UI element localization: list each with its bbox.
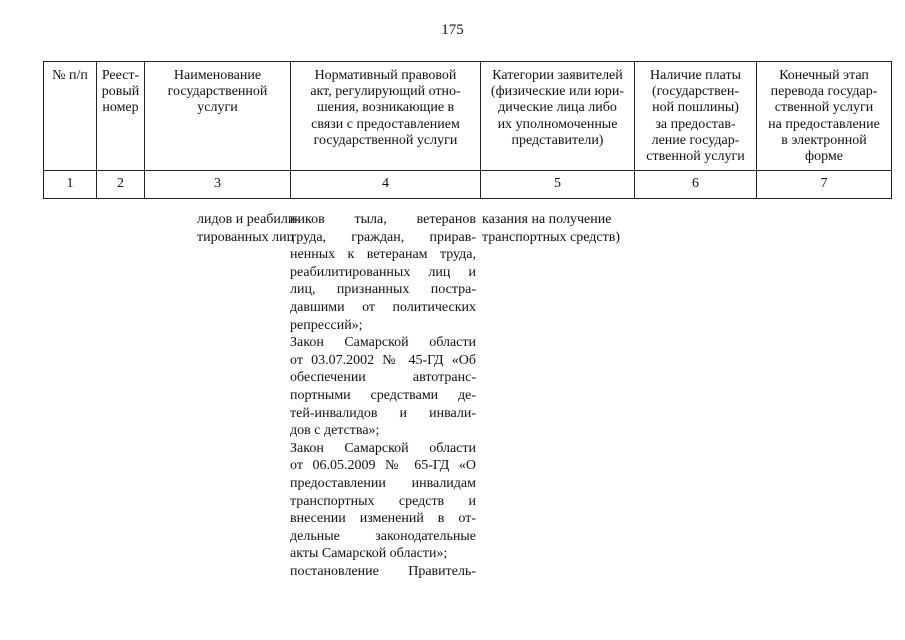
text-line: лиц, признанных постра- <box>290 282 476 298</box>
text-line: Закон Самарской области <box>290 335 476 351</box>
text-line: дов с детства»; <box>290 423 380 439</box>
header-line: ровый <box>101 84 140 100</box>
header-line: за предостав- <box>655 116 736 132</box>
header-cell-6 <box>635 62 757 171</box>
text-line: Закон Самарской области <box>290 440 476 456</box>
header-line: ственной услуги <box>774 100 874 116</box>
text-line: ненных к ветеранам труда, <box>290 247 476 263</box>
header-line: № п/п <box>52 68 88 83</box>
page-number: 175 <box>441 22 464 38</box>
legal-acts-continuation <box>290 211 476 580</box>
header-line: форме <box>805 149 843 165</box>
text-line: тированных лиц <box>197 229 295 245</box>
header-line: (государствен- <box>651 84 740 100</box>
column-number: 3 <box>145 171 291 199</box>
header-line: Категории заявителей <box>492 68 623 83</box>
header-line: связи с предоставлением <box>311 116 460 132</box>
header-line: номер <box>102 100 139 116</box>
text-line: давшими от политических <box>290 299 476 315</box>
header-line: государственной услуги <box>313 132 458 148</box>
text-line: акты Самарской области»; <box>290 546 448 562</box>
text-line: от 03.07.2002 № 45-ГД «Об <box>290 352 476 368</box>
header-cell-1 <box>44 62 97 171</box>
header-cell-7 <box>757 62 892 171</box>
text-line: реабилитированных лиц и <box>290 264 476 280</box>
column-number: 1 <box>44 171 97 199</box>
text-line: предоставлении инвалидам <box>290 475 476 491</box>
text-line: от 06.05.2009 № 65-ГД «О <box>290 458 476 474</box>
header-line: ление государ- <box>651 132 740 148</box>
column-number: 4 <box>291 171 481 199</box>
header-line: акт, регулирующий отно- <box>310 84 461 100</box>
applicant-categories-continuation <box>482 211 642 246</box>
header-line: в электронной <box>781 132 867 148</box>
text-line: труда, граждан, прирав- <box>290 229 476 245</box>
header-cell-2 <box>97 62 145 171</box>
header-line: Наличие платы <box>649 68 742 83</box>
header-line: ной пошлины) <box>652 100 739 116</box>
text-line: постановление Правитель- <box>290 563 476 579</box>
header-line: на предоставление <box>768 116 880 132</box>
text-line: транспортных средств) <box>482 229 621 245</box>
text-line: дельные законодательные <box>290 528 476 544</box>
header-line: Наименование <box>173 68 262 83</box>
header-line: шения, возникающие в <box>316 100 455 116</box>
text-line: портными средствами де- <box>290 387 476 403</box>
header-line: Конечный этап <box>779 68 869 83</box>
text-line: лидов и реабили- <box>197 212 301 227</box>
text-line: тей-инвалидов и инвали- <box>290 405 476 421</box>
text-line: ников тыла, ветеранов <box>290 212 476 227</box>
header-cell-3 <box>145 62 291 171</box>
text-line: внесении изменений в от- <box>290 511 476 527</box>
text-line: казания на получение <box>482 212 612 227</box>
header-line: Реест- <box>101 68 140 83</box>
services-table <box>43 61 892 199</box>
header-row <box>44 62 892 171</box>
header-line: представители) <box>511 132 604 148</box>
header-line: их уполномоченные <box>497 116 618 132</box>
text-line: репрессий»; <box>290 317 363 333</box>
header-line: (физические или юри- <box>490 84 625 100</box>
service-name-continuation <box>197 211 301 246</box>
text-line: транспортных средств и <box>290 493 476 509</box>
header-line: ственной услуги <box>646 149 745 165</box>
header-line: дические лица либо <box>498 100 617 116</box>
column-number: 5 <box>481 171 635 199</box>
header-cell-4 <box>291 62 481 171</box>
header-line: перевода государ- <box>770 84 878 100</box>
text-line: обеспечении автотранс- <box>290 370 476 386</box>
header-line: государственной <box>167 84 268 100</box>
column-number: 7 <box>757 171 892 199</box>
header-cell-5 <box>481 62 635 171</box>
column-number: 2 <box>97 171 145 199</box>
header-line: услуги <box>197 100 238 116</box>
header-line: Нормативный правовой <box>314 68 457 83</box>
column-number: 6 <box>635 171 757 199</box>
column-number-row <box>44 171 892 199</box>
